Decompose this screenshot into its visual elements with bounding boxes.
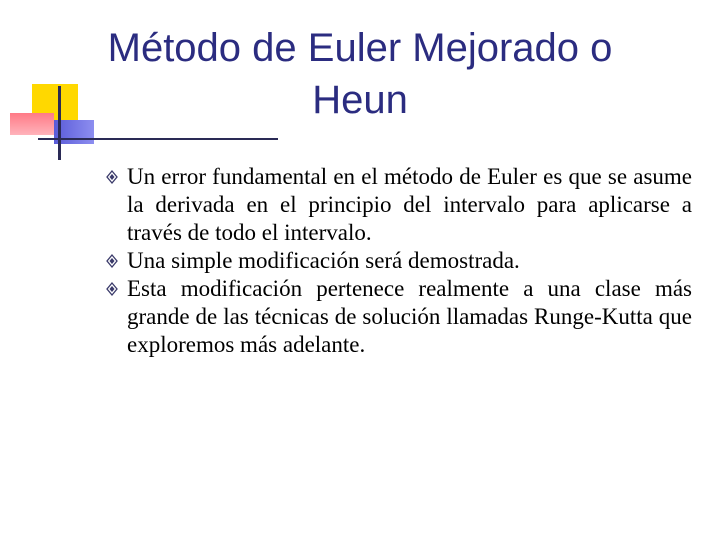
diamond-bullet-icon [106, 282, 118, 296]
bullet-item [106, 247, 692, 275]
decorative-red-bar [10, 113, 54, 135]
diamond-bullet-icon [106, 254, 118, 268]
decorative-vertical-line [58, 86, 61, 160]
bullet-text: Un error fundamental en el método de Euler es que se asume la derivada en el principio del intervalo para aplicarse a través de todo el intervalo. [127, 164, 692, 245]
decorative-horizontal-line [38, 138, 278, 140]
bullet-text: Esta modificación pertenece realmente a una clase más grande de las técnicas de solución llamadas Runge-Kutta que exploremos más adelante. [127, 276, 692, 357]
bullet-item [106, 163, 692, 247]
bullet-text: Una simple modificación será demostrada. [127, 248, 520, 273]
bullet-list [106, 163, 692, 359]
slide-title: Método de Euler Mejorado o Heun [107, 26, 613, 122]
diamond-bullet-icon [106, 170, 118, 184]
bullet-item [106, 275, 692, 359]
